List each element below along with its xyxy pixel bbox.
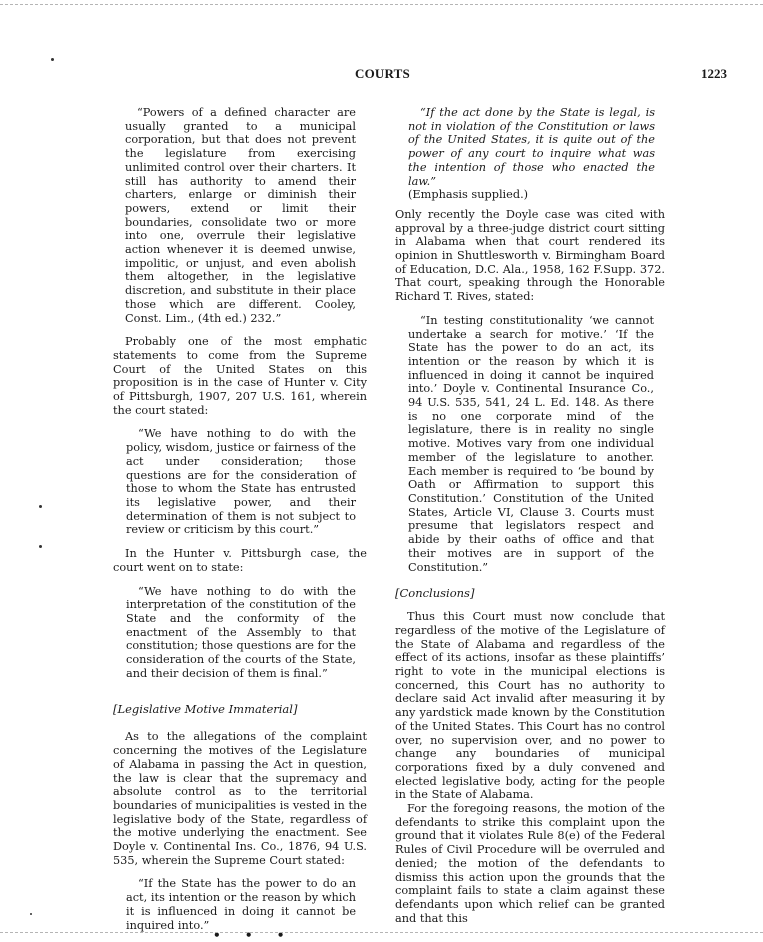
quote-cooley: “Powers of a defined character are usually granted to a municipal corporation, but that does not prevent the legislature from exercising unlimited control over their charters. It still has authority to amend their charters, enlarge or diminish their powers, extend or limit their boundaries, consolidate two or more into one, overrule their legislative action whenever it is deemed unwise, impolitic, or unjust, and even abolish them altogether, in the legislative discretion, and substitute in their place those which are different. Cooley, Const. Lim., (4th ed.) 232.” [125,106,356,325]
running-header-title: COURTS [355,66,410,81]
scan-speck [39,545,42,548]
right-column [395,106,665,925]
section-heading-legislative-motive: [Legislative Motive Immaterial] [113,702,298,717]
paragraph-probably: Probably one of the most emphatic statements to come from the Supreme Court of the United States on this proposition is in the case of Hunter v. City of Pittsburgh, 1907, 207 U.S. 161, wherein the court stated: [113,335,367,417]
paragraph-allegations: As to the allegations of the complaint concerning the motives of the Legislature of Alabama in passing the Act in question, the law is clear that the supremacy and absolute control as to the territorial boundaries of municipalities is vested in the legislative body of the State, regardless of the motive underlying the enactment. See Doyle v. Continental Ins. Co., 1876, 94 U.S. 535, wherein the Supreme Court stated: [113,730,367,867]
quote-doyle-emphasis: “If the act done by the State is legal, is not in violation of the Constitution or laws of the United States, it is quite out of the power of any court to inquire what was the intention of those who enacted the law.” [408,106,655,188]
page-number: 1223 [701,66,727,81]
scan-bottom-edge [0,932,763,933]
paragraph-only-recently: Only recently the Doyle case was cited with approval by a three-judge district court sitting in Alabama when that court rendered its opinion in Shuttlesworth v. Birmingham Board of Education, D.C. Ala., 1958, 162 F.Supp. 372. That court, speaking through the Honorable Richard T. Rives, stated: [395,207,665,304]
quote-hunter-constitution: “We have nothing to do with the interpretation of the constitution of the State and the conformity of the enactment of the Assembly to that constitution; those questions are for the consideration of the courts of the State, and their decision of them is final.” [126,584,356,680]
scan-speck [30,913,32,915]
scan-speck [51,58,54,61]
scan-speck [39,505,42,508]
section-heading-conclusions: [Conclusions] [395,586,475,601]
scan-top-edge [0,4,763,5]
left-column [113,106,367,942]
emphasis-supplied-note: (Emphasis supplied.) [408,188,529,202]
quote-hunter-policy: “We have nothing to do with the policy, wisdom, justice or fairness of the act under consideration; those questions are for the consideration of those to whom the State has entrusted its legislative power, and their determination of them is not subject to review or criticism by this court.” [126,427,356,537]
quote-doyle: “If the State has the power to do an act, its intention or the reason by which it is influenced in doing it cannot be inquired into.” [126,877,356,932]
paragraph-foregoing: For the foregoing reasons, the motion of the defendants to strike this complaint upon the ground that it violates Rule 8(e) of the Federal Rules of Civil Procedure will be overruled and denied; the motion of the defendants to dismiss this action upon the grounds that the complaint fails to state a claim against these defendants upon which relief can be granted and that this [395,802,665,925]
paragraph-hunter-case: In the Hunter v. Pittsburgh case, the court went on to state: [113,547,367,574]
paragraph-conclude: Thus this Court must now conclude that regardless of the motive of the Legislature of the State of Alabama and regardless of the effect of its actions, insofar as these plaintiffs’ right to vote in the municipal elections is concerned, this Court has no authority to declare said Act invalid after measuring it by any yardstick made known by the Constitution of the United States. This Court has no control over, no supervision over, and no power to change any boundaries of municipal corporations fixed by a duly convened and elected legislative body, acting for the people in the State of Alabama. [395,610,665,802]
section-break-dots: • • • [213,928,295,942]
quote-shuttlesworth: “In testing constitutionality ‘we cannot undertake a search for motive.’ ‘If the State has the power to do an act, its intention or the reason by which it is influenced in doing it cannot be inquired into.’ Doyle v. Continental Insurance Co., 94 U.S. 535, 541, 24 L. Ed. 148. As there is no one corporate mind of the legislature, there is in reality no single motive. Motives vary from one individual member of the legislature to another. Each member is required to ‘be bound by Oath or Affirmation to support this Constitution.’ Constitution of the United States, Article VI, Clause 3. Courts must presume that legislators respect and abide by their oaths of office and that their motives are in support of the Constitution.” [408,313,654,574]
